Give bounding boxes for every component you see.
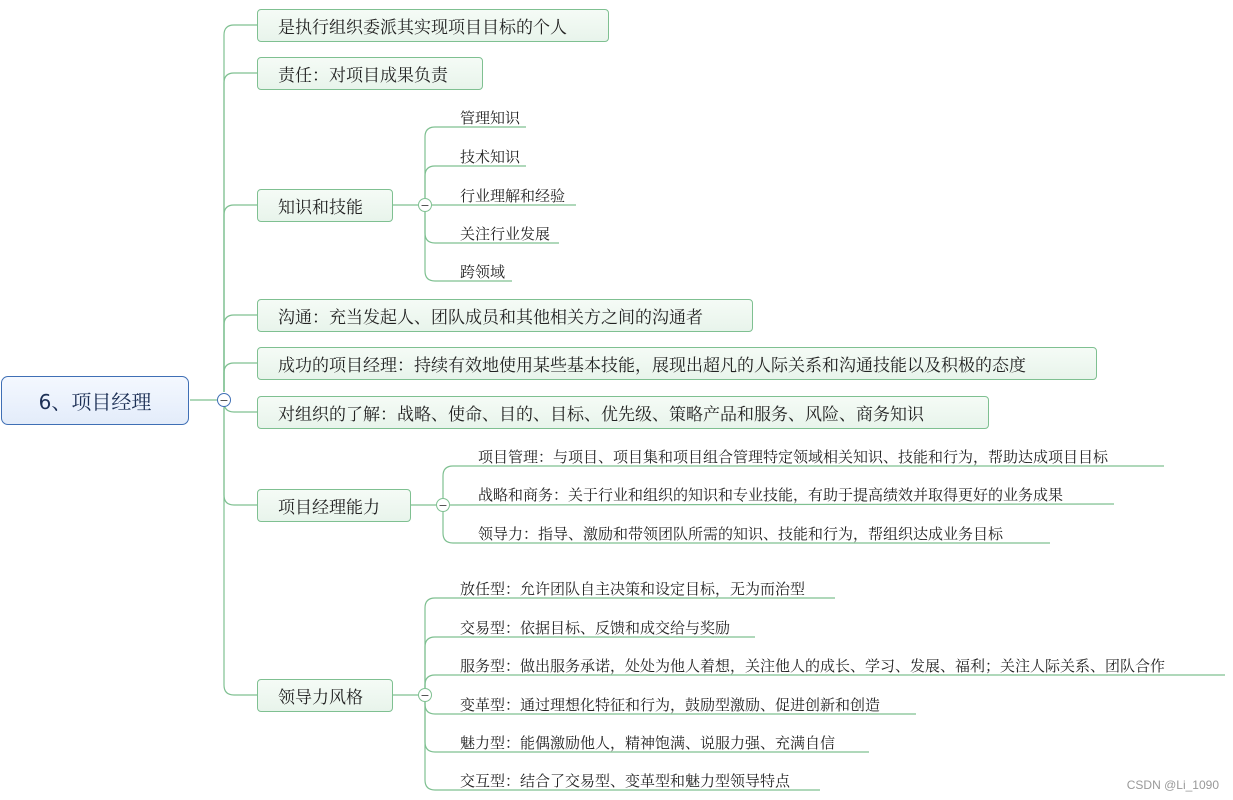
branch-label: 领导力风格 [278, 688, 363, 708]
branch-label: 责任：对项目成果负责 [278, 66, 448, 86]
branch-label: 是执行组织委派其实现项目目标的个人 [278, 18, 567, 38]
branch-connector [224, 408, 257, 505]
branch-label: 沟通：充当发起人、团队成员和其他相关方之间的沟通者 [278, 308, 703, 328]
branch-connector [224, 25, 257, 392]
leaf-item[interactable]: 项目管理：与项目、项目集和项目组合管理特定领域相关知识、技能和行为，帮助达成项目目标 [478, 448, 1109, 466]
leaf-connector [425, 675, 1225, 688]
leaf-item[interactable]: 领导力：指导、激励和带领团队所需的知识、技能和行为，帮组织达成业务目标 [478, 525, 1004, 543]
leaf-connector [450, 504, 1114, 505]
branch-node[interactable] [257, 396, 989, 429]
branch-node[interactable] [257, 57, 483, 90]
leaf-item[interactable]: 跨领域 [460, 263, 506, 281]
branch-node[interactable] [257, 679, 393, 712]
branch-node[interactable] [257, 489, 411, 522]
branch-label: 项目经理能力 [278, 498, 380, 518]
branch-node[interactable] [257, 299, 753, 332]
root-node[interactable] [1, 376, 189, 425]
branch-connector [224, 363, 257, 392]
branch-node[interactable] [257, 347, 1097, 380]
svg-text:−: − [219, 394, 229, 407]
collapse-toggle-icon[interactable] [419, 199, 432, 213]
collapse-toggle-icon[interactable] [437, 499, 450, 513]
branch-node[interactable] [257, 9, 609, 42]
root-label: 6、项目经理 [38, 390, 152, 414]
leaf-item[interactable]: 技术知识 [460, 148, 521, 166]
collapse-toggle-icon[interactable] [218, 394, 231, 408]
leaf-item[interactable]: 交互型：结合了交易型、变革型和魅力型领导特点 [460, 772, 791, 790]
leaf-item[interactable]: 放任型：允许团队自主决策和设定目标，无为而治型 [460, 580, 806, 598]
watermark: CSDN @Li_1090 [1126, 778, 1219, 792]
branch-label: 知识和技能 [278, 198, 363, 218]
leaf-item[interactable]: 关注行业发展 [460, 225, 551, 243]
leaf-item[interactable]: 行业理解和经验 [460, 187, 566, 205]
leaf-item[interactable]: 变革型：通过理想化特征和行为，鼓励型激励、促进创新和创造 [460, 696, 881, 714]
branch-connector [224, 315, 257, 392]
leaf-item[interactable]: 交易型：依据目标、反馈和成交给与奖励 [460, 619, 731, 637]
branch-node[interactable] [257, 189, 393, 222]
branch-connector [224, 408, 257, 695]
branch-connector [224, 73, 257, 392]
leaf-item[interactable]: 战略和商务：关于行业和组织的知识和专业技能，有助于提高绩效并取得更好的业务成果 [478, 486, 1064, 504]
branch-label: 对组织的了解：战略、使命、目的、目标、优先级、策略产品和服务、风险、商务知识 [278, 405, 924, 425]
leaf-item[interactable]: 服务型：做出服务承诺，处处为他人着想，关注他人的成长、学习、发展、福利；关注人际关系、团队合作 [460, 657, 1166, 675]
svg-text:−: − [420, 689, 430, 702]
branch-label: 成功的项目经理：持续有效地使用某些基本技能，展现出超凡的人际关系和沟通技能以及积极的态度 [278, 356, 1026, 376]
leaf-item[interactable]: 魅力型：能偶激励他人，精神饱满、说服力强、充满自信 [460, 734, 836, 752]
leaf-item[interactable]: 管理知识 [460, 109, 521, 127]
svg-text:−: − [438, 499, 448, 512]
svg-text:−: − [420, 199, 430, 212]
collapse-toggle-icon[interactable] [419, 689, 432, 703]
